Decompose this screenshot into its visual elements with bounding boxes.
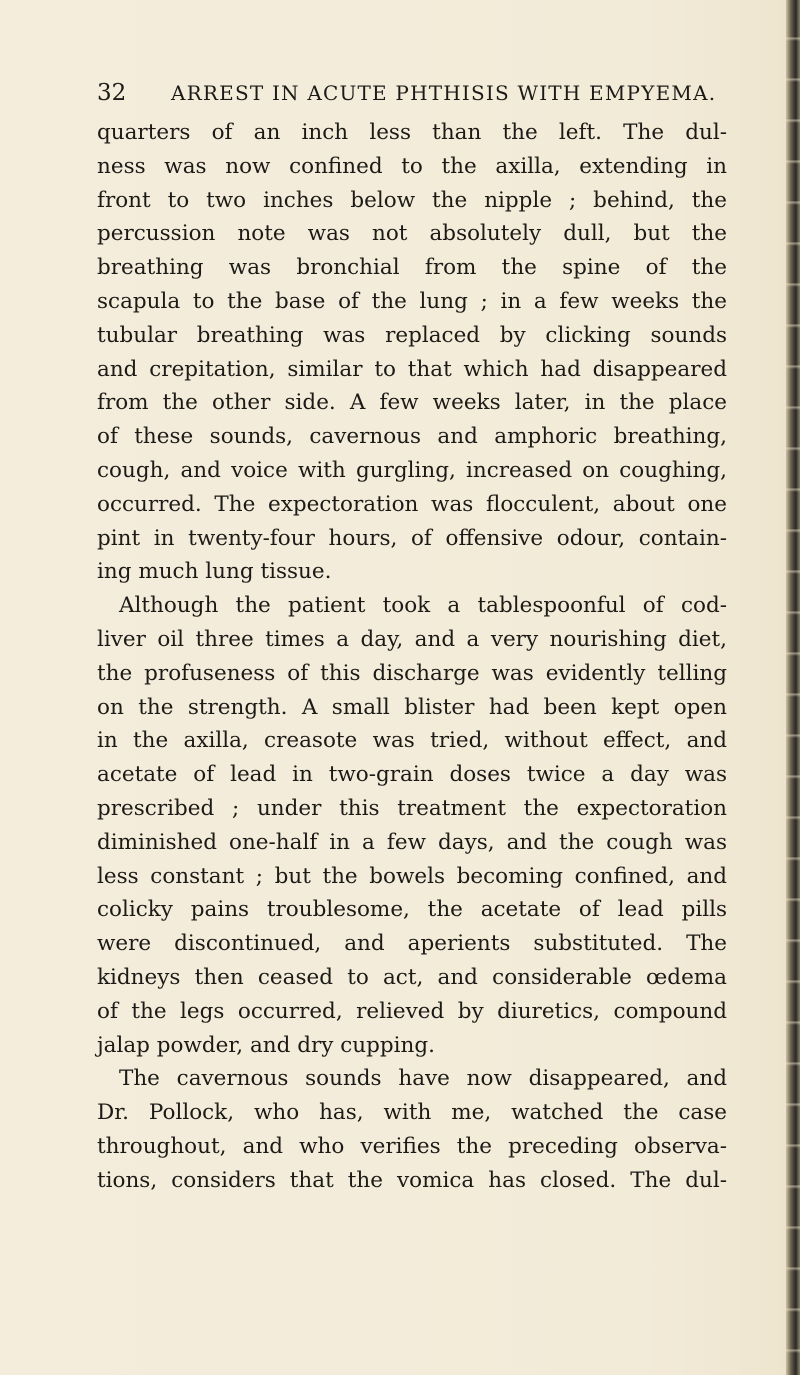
text-line: pint in twenty-four hours, of offensive odour, contain- xyxy=(97,525,727,551)
text-line: jalap powder, and dry cupping. xyxy=(97,1032,435,1058)
text-line: liver oil three times a day, and a very nourishing diet, xyxy=(97,626,727,652)
text-line: Although the patient took a tablespoonful of cod- xyxy=(119,593,727,619)
text-line: ness was now confined to the axilla, extending in xyxy=(97,153,727,179)
text-line: percussion note was not absolutely dull, but the xyxy=(97,221,727,247)
text-line: less constant ; but the bowels becoming confined, and xyxy=(97,863,727,889)
text-line: scapula to the base of the lung ; in a few weeks the xyxy=(97,288,727,314)
text-line: Dr. Pollock, who has, with me, watched the case xyxy=(97,1100,727,1126)
text-line: acetate of lead in two-grain doses twice a day was xyxy=(97,762,727,788)
running-title: ARREST IN ACUTE PHTHISIS WITH EMPYEMA. xyxy=(171,81,717,105)
text-line: front to two inches below the nipple ; behind, the xyxy=(97,187,727,213)
body-text xyxy=(97,116,727,1198)
text-line: of the legs occurred, relieved by diuretics, compound xyxy=(97,998,727,1024)
text-line: and crepitation, similar to that which had disappeared xyxy=(97,356,727,382)
text-line: tions, considers that the vomica has closed. The dul- xyxy=(97,1167,727,1193)
text-line: of these sounds, cavernous and amphoric breathing, xyxy=(97,424,727,450)
text-line: on the strength. A small blister had been kept open xyxy=(97,694,727,720)
text-line: tubular breathing was replaced by clicking sounds xyxy=(97,322,727,348)
page-header xyxy=(97,76,737,110)
page-number: 32 xyxy=(97,80,127,106)
book-spine-edge xyxy=(786,0,800,1375)
text-line: prescribed ; under this treatment the expectoration xyxy=(97,795,727,821)
text-line: quarters of an inch less than the left. The dul- xyxy=(97,120,727,145)
text-line: throughout, and who verifies the preceding observa- xyxy=(97,1133,727,1159)
text-line: from the other side. A few weeks later, in the place xyxy=(97,390,727,416)
text-line: breathing was bronchial from the spine of the xyxy=(97,255,727,281)
text-line: cough, and voice with gurgling, increased on coughing, xyxy=(97,457,727,483)
text-line: were discontinued, and aperients substituted. The xyxy=(97,931,727,957)
text-line: the profuseness of this discharge was evidently telling xyxy=(97,660,727,686)
text-line: ing much lung tissue. xyxy=(97,559,332,585)
text-line: colicky pains troublesome, the acetate of lead pills xyxy=(97,897,727,923)
text-line: The cavernous sounds have now disappeared, and xyxy=(119,1066,727,1092)
text-line: diminished one-half in a few days, and the cough was xyxy=(97,829,727,855)
text-line: occurred. The expectoration was flocculent, about one xyxy=(97,491,727,517)
text-line: in the axilla, creasote was tried, without effect, and xyxy=(97,728,727,754)
text-line: kidneys then ceased to act, and considerable œdema xyxy=(97,964,727,990)
